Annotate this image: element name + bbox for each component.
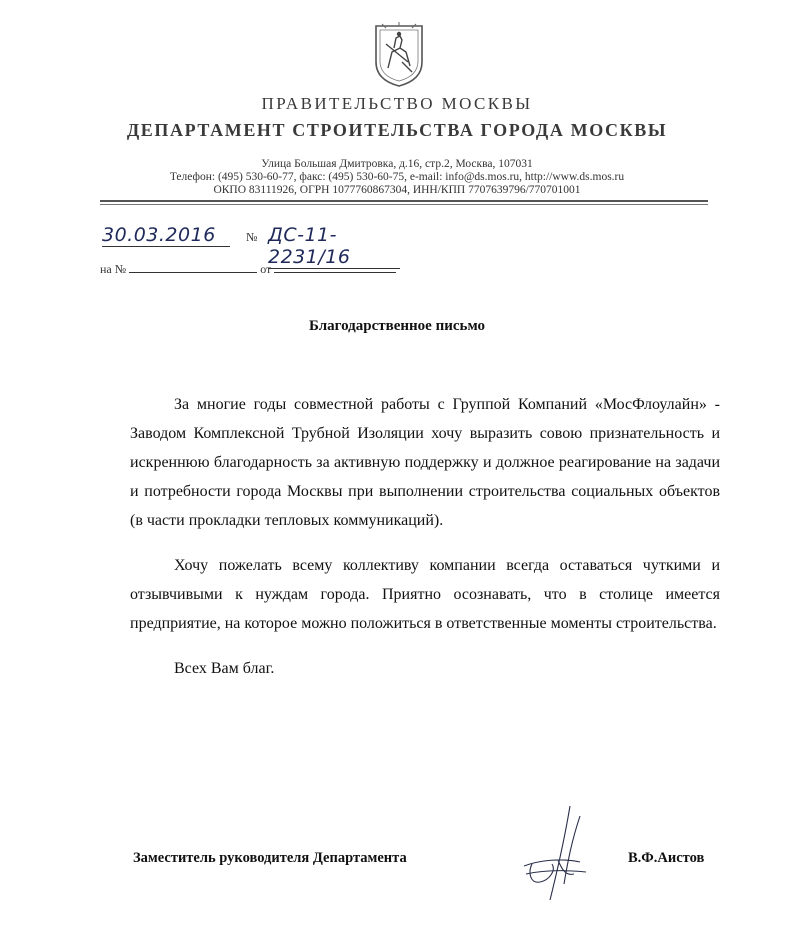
contacts: Телефон: (495) 530-60-77, факс: (495) 530-60-75, e-mail: info@ds.mos.ru, http://www.ds.mos.ru: [169, 171, 625, 183]
ref-number-blank: [129, 262, 257, 273]
registry-codes: ОКПО 83111926, ОГРН 1077760867304, ИНН/КПП 7707639796/770701001: [213, 184, 581, 196]
government-name: ПРАВИТЕЛЬСТВО МОСКВЫ: [261, 94, 533, 113]
signer-name: В.Ф.Аистов: [628, 850, 705, 866]
header-divider-thin: [100, 204, 708, 205]
signer-position: Заместитель руководителя Департамента: [133, 850, 407, 866]
letter-title: Благодарственное письмо: [309, 318, 485, 334]
handwritten-signature-icon: [510, 800, 610, 910]
department-name: ДЕПАРТАМЕНТ СТРОИТЕЛЬСТВА ГОРОДА МОСКВЫ: [126, 120, 668, 140]
ref-number-label: на №: [100, 262, 127, 276]
document-number: ДС-11-2231/16: [268, 224, 400, 269]
number-label: №: [246, 230, 258, 244]
paragraph-1: За многие годы совместной работы с Группой Компаний «МосФлоулайн» - Заводом Комплексной Трубной Изоляции хочу выразить совою признательность и искреннюю благодарность за активную поддержку и должное реагирование на задачи и потребности города Москвы при выполнении строительства социальных объектов (в части прокладки тепловых коммуникаций).: [130, 396, 720, 529]
document-date: 30.03.2016: [102, 224, 230, 247]
letter-body: [130, 390, 720, 683]
address: Улица Большая Дмитровка, д.16, стр.2, Москва, 107031: [261, 158, 533, 170]
ref-date-blank: [274, 262, 396, 273]
document-date-number: [100, 224, 400, 268]
moscow-coat-of-arms-icon: [372, 22, 426, 88]
header-divider: [100, 200, 708, 202]
closing-phrase: Всех Вам благ.: [174, 660, 275, 677]
paragraph-2: Хочу пожелать всему коллективу компании всегда оставаться чуткими и отзывчивыми к нуждам города. Приятно осознавать, что в столице имеется предприятие, на которое можно положиться в ответственные моменты строительства.: [130, 557, 720, 632]
reference-line: [100, 262, 396, 277]
ref-date-label: от: [260, 262, 272, 276]
